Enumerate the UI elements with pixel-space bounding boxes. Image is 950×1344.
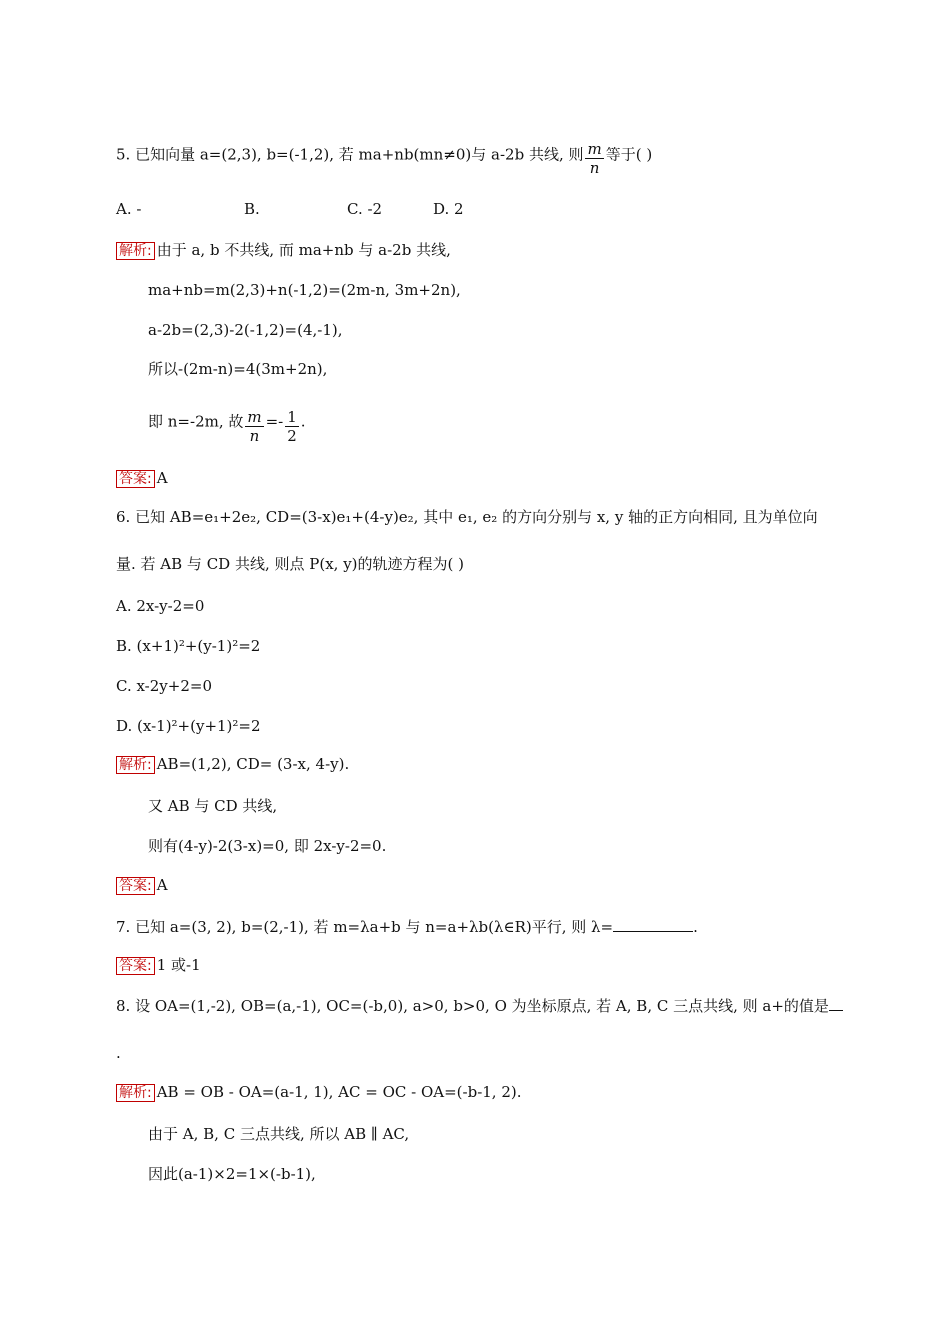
q5-fraction — [585, 140, 603, 177]
q5-analysis-fraction-result — [285, 408, 299, 445]
q5-analysis-eq: =- — [265, 412, 284, 431]
q7-answer-blank — [613, 917, 693, 932]
analysis-tag: 解析: — [116, 1084, 155, 1102]
q5-analysis-line-4: 所以-(2m-n)=4(3m+2n), — [148, 360, 328, 378]
q6-analysis-line-2: 又 AB 与 CD 共线, — [148, 797, 278, 815]
q6-option-b: B. (x+1)²+(y-1)²=2 — [116, 637, 261, 655]
q5-frac-num: m — [587, 140, 602, 158]
q8-stem-1 — [116, 996, 843, 1016]
q5-result-den: 2 — [287, 427, 297, 445]
answer-tag: 答案: — [116, 957, 155, 975]
q7-stem-text: 7. 已知 a=(3, 2), b=(2,-1), 若 m=λa+b 与 n=a+λb(λ∈R)平行, 则 λ= — [116, 918, 614, 936]
q8-answer-blank — [829, 996, 843, 1011]
q6-option-c: C. x-2y+2=0 — [116, 677, 212, 695]
q8-analysis-text-1: AB = OB - OA=(a-1, 1), AC = OC - OA=(-b-1, 2). — [156, 1083, 522, 1101]
q7-answer-line — [116, 955, 201, 975]
q6-analysis-line-3: 则有(4-y)-2(3-x)=0, 即 2x-y-2=0. — [148, 837, 387, 855]
q6-stem-1: 6. 已知 AB=e₁+2e₂, CD=(3-x)e₁+(4-y)e₂, 其中 e₁, e₂ 的方向分别与 x, y 轴的正方向相同, 且为单位向 — [116, 508, 818, 526]
q7-stem — [116, 917, 698, 937]
q5-answer: A — [156, 469, 168, 487]
q5-analysis-end: . — [300, 412, 306, 431]
q5-frac-den: n — [589, 159, 600, 177]
q5-answer-line — [116, 468, 168, 488]
q5-option-d: D. 2 — [433, 200, 464, 218]
q5-stem — [116, 134, 652, 177]
q5-analysis-text-1: 由于 a, b 不共线, 而 ma+nb 与 a-2b 共线, — [156, 241, 451, 259]
q5-option-a: A. - — [116, 200, 142, 218]
q8-stem-text: 8. 设 OA=(1,-2), OB=(a,-1), OC=(-b,0), a>0, b>0, O 为坐标原点, 若 A, B, C 三点共线, 则 a+的值是 — [116, 997, 829, 1015]
q5-stem-text: 5. 已知向量 a=(2,3), b=(-1,2), 若 ma+nb(mn≠0)与 a-2b 共线, 则 — [116, 145, 584, 164]
q6-answer-line — [116, 875, 168, 895]
q6-option-a: A. 2x-y-2=0 — [116, 597, 205, 615]
q5-analysis-line-2: ma+nb=m(2,3)+n(-1,2)=(2m-n, 3m+2n), — [148, 281, 461, 299]
q8-analysis-line-2: 由于 A, B, C 三点共线, 所以 AB ∥ AC, — [148, 1125, 410, 1143]
q5-analysis-line-1 — [116, 240, 451, 260]
q6-stem-2: 量. 若 AB 与 CD 共线, 则点 P(x, y)的轨迹方程为( ) — [116, 555, 465, 573]
answer-tag: 答案: — [116, 470, 155, 488]
q8-stem-2: . — [116, 1044, 121, 1062]
answer-tag: 答案: — [116, 877, 155, 895]
q8-analysis-line-1 — [116, 1082, 522, 1102]
q5-option-c: C. -2 — [347, 200, 383, 218]
q6-analysis-text-1: AB=(1,2), CD= (3-x, 4-y). — [156, 755, 350, 773]
q5-analysis-fraction-mn — [245, 408, 263, 445]
q6-analysis-line-1 — [116, 754, 349, 774]
q7-stem-end: . — [693, 918, 698, 936]
analysis-tag: 解析: — [116, 756, 155, 774]
q5-analysis-5-pre: 即 n=-2m, 故 — [148, 412, 244, 431]
q5-analysis-line-5 — [148, 400, 306, 445]
q5-option-b: B. — [244, 200, 260, 218]
q5-analysis-frac-den: n — [249, 427, 260, 445]
q5-result-num: 1 — [287, 408, 297, 426]
q6-option-d: D. (x-1)²+(y+1)²=2 — [116, 717, 261, 735]
q6-answer: A — [156, 876, 168, 894]
q5-stem-tail: 等于( ) — [605, 145, 653, 164]
analysis-tag: 解析: — [116, 242, 155, 260]
q7-answer: 1 或-1 — [156, 956, 201, 974]
q5-analysis-frac-num: m — [247, 408, 262, 426]
q5-analysis-line-3: a-2b=(2,3)-2(-1,2)=(4,-1), — [148, 321, 343, 339]
q8-analysis-line-3: 因此(a-1)×2=1×(-b-1), — [148, 1165, 316, 1183]
